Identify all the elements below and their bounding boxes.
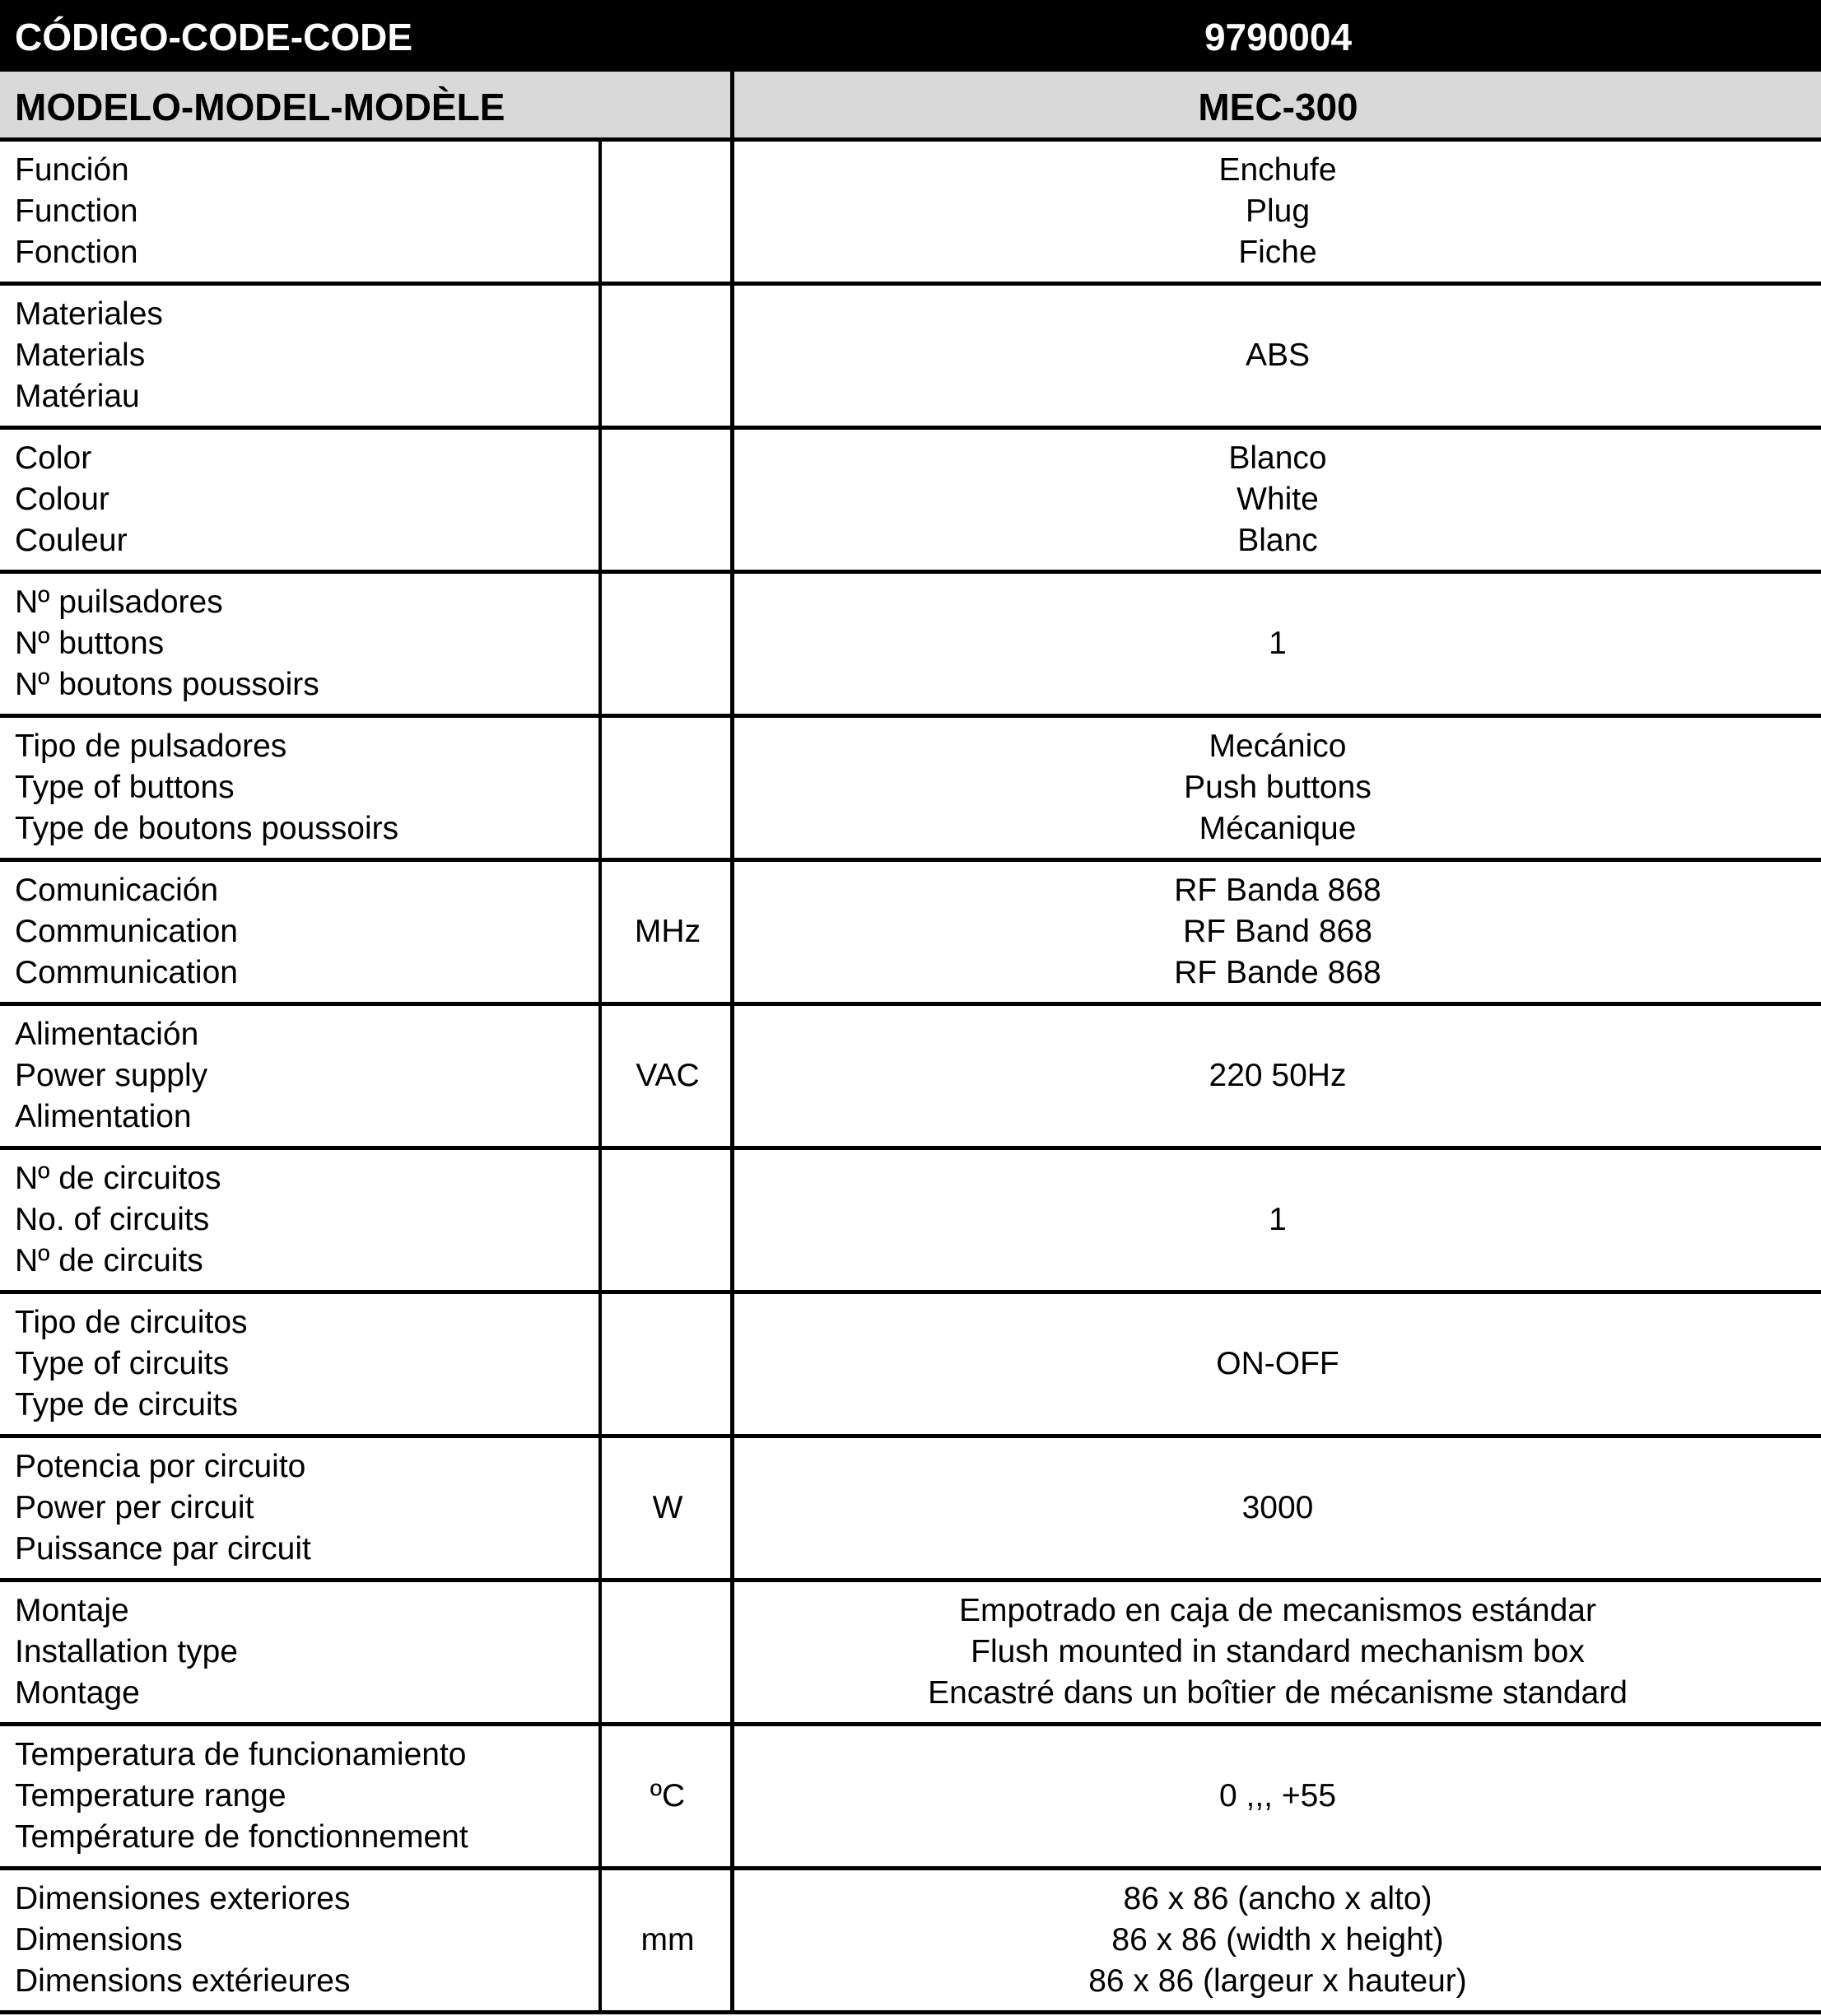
spec-label: Type de boutons poussoirs	[15, 811, 399, 846]
spec-label: Couleur	[15, 523, 128, 558]
spec-row	[0, 1150, 1821, 1294]
spec-value: RF Banda 868	[1174, 873, 1381, 908]
spec-label: Power per circuit	[15, 1490, 254, 1525]
spec-unit: MHz	[634, 914, 701, 949]
spec-row	[0, 862, 1821, 1006]
spec-row	[0, 1006, 1821, 1150]
spec-unit-cell	[605, 862, 734, 1002]
spec-value-cell	[734, 1294, 1821, 1434]
spec-label-cell	[0, 142, 602, 282]
spec-unit: W	[652, 1490, 683, 1525]
spec-label: Puissance par circuit	[15, 1531, 311, 1567]
spec-unit-cell	[605, 1870, 734, 2010]
spec-label: Materials	[15, 338, 146, 373]
spec-label-cell	[0, 1726, 602, 1866]
model-header-row	[0, 72, 1821, 142]
spec-unit: mm	[640, 1922, 695, 1958]
spec-label: Température de fonctionnement	[15, 1819, 468, 1855]
spec-label-cell	[0, 1294, 602, 1434]
spec-label: Dimensions	[15, 1922, 183, 1958]
spec-value-cell	[734, 1582, 1821, 1722]
spec-unit-cell	[605, 1438, 734, 1578]
spec-label-cell	[0, 718, 602, 858]
spec-label: Nº boutons poussoirs	[15, 667, 319, 702]
spec-label: Materiales	[15, 296, 163, 332]
spec-value: ABS	[1245, 338, 1311, 373]
spec-label: Nº buttons	[15, 626, 165, 661]
spec-label: Dimensions extérieures	[15, 1963, 351, 1999]
spec-value-cell	[734, 1150, 1821, 1290]
spec-label: Nº puilsadores	[15, 584, 223, 620]
spec-value: 0 ,,, +55	[1218, 1778, 1337, 1813]
spec-label-cell	[0, 1150, 602, 1290]
spec-value-cell	[734, 1726, 1821, 1866]
spec-label-cell	[0, 286, 602, 426]
spec-label: Type de circuits	[15, 1387, 238, 1422]
spec-label: Alimentation	[15, 1099, 192, 1134]
spec-unit-cell	[605, 718, 734, 858]
spec-unit-cell	[605, 1150, 734, 1290]
spec-value: 86 x 86 (width x height)	[1111, 1922, 1444, 1958]
spec-label: Función	[15, 152, 129, 188]
spec-row	[0, 574, 1821, 718]
spec-unit-cell	[605, 1294, 734, 1434]
spec-label: Communication	[15, 955, 238, 990]
spec-value: Encastré dans un boîtier de mécanisme standard	[928, 1675, 1628, 1711]
spec-value: Blanco	[1228, 440, 1327, 476]
spec-unit-cell	[605, 142, 734, 282]
spec-label: Tipo de pulsadores	[15, 729, 287, 764]
column-divider	[730, 72, 734, 137]
spec-value-cell	[734, 142, 1821, 282]
spec-value: RF Bande 868	[1174, 955, 1381, 990]
spec-value: Push buttons	[1184, 770, 1372, 805]
spec-label-cell	[0, 1870, 602, 2010]
spec-label: Fonction	[15, 235, 138, 270]
spec-unit-cell	[605, 1582, 734, 1722]
spec-unit-cell	[605, 574, 734, 714]
spec-label: Type of buttons	[15, 770, 235, 805]
spec-label: Nº de circuits	[15, 1243, 203, 1278]
spec-label-cell	[0, 574, 602, 714]
spec-row	[0, 718, 1821, 862]
spec-value: Enchufe	[1218, 152, 1337, 188]
spec-label: Montaje	[15, 1593, 129, 1628]
spec-row	[0, 142, 1821, 286]
spec-label: Communication	[15, 914, 238, 949]
spec-value: RF Band 868	[1183, 914, 1372, 949]
spec-label: Temperatura de funcionamiento	[15, 1737, 467, 1772]
spec-value-cell	[734, 286, 1821, 426]
spec-value: Mecánico	[1209, 729, 1347, 764]
spec-unit-cell	[605, 286, 734, 426]
spec-row	[0, 1870, 1821, 2014]
spec-label: Comunicación	[15, 873, 219, 908]
spec-value: Fiche	[1238, 235, 1317, 270]
spec-label: Temperature range	[15, 1778, 286, 1813]
spec-unit: VAC	[636, 1058, 700, 1093]
spec-value: Plug	[1245, 193, 1311, 229]
spec-row	[0, 1582, 1821, 1726]
spec-value-cell	[734, 1006, 1821, 1146]
spec-label: Type of circuits	[15, 1346, 230, 1381]
spec-value-cell	[734, 574, 1821, 714]
spec-label: Function	[15, 193, 138, 229]
spec-unit-cell	[605, 430, 734, 570]
spec-value-cell	[734, 862, 1821, 1002]
spec-value: 1	[1269, 1202, 1287, 1237]
model-value: MEC-300	[1198, 86, 1358, 128]
spec-label-cell	[0, 430, 602, 570]
spec-label: Potencia por circuito	[15, 1449, 306, 1484]
code-label: CÓDIGO-CODE-CODE	[15, 16, 412, 58]
spec-label: Installation type	[15, 1634, 239, 1669]
spec-label: Color	[15, 440, 92, 476]
spec-row	[0, 1438, 1821, 1582]
code-value: 9790004	[1204, 16, 1353, 58]
spec-value: Flush mounted in standard mechanism box	[971, 1634, 1585, 1669]
spec-value: Mécanique	[1199, 811, 1357, 846]
spec-label: Nº de circuitos	[15, 1161, 221, 1196]
spec-row	[0, 1294, 1821, 1438]
spec-value-cell	[734, 718, 1821, 858]
model-label: MODELO-MODEL-MODÈLE	[15, 86, 505, 128]
spec-value: 86 x 86 (ancho x alto)	[1123, 1881, 1432, 1916]
spec-value: Empotrado en caja de mecanismos estándar	[959, 1593, 1596, 1628]
spec-unit-cell	[605, 1006, 734, 1146]
spec-label: Dimensiones exteriores	[15, 1881, 351, 1916]
spec-label: Montage	[15, 1675, 140, 1711]
spec-value-cell	[734, 1870, 1821, 2010]
spec-value: 220 50Hz	[1209, 1058, 1347, 1093]
spec-value: ON-OFF	[1216, 1346, 1339, 1381]
spec-label-cell	[0, 1006, 602, 1146]
spec-value: Blanc	[1237, 523, 1318, 558]
spec-row	[0, 286, 1821, 430]
spec-value-cell	[734, 430, 1821, 570]
spec-label-cell	[0, 1582, 602, 1722]
spec-label: Colour	[15, 482, 109, 517]
spec-label: Power supply	[15, 1058, 208, 1093]
spec-label: Alimentación	[15, 1017, 199, 1052]
spec-unit: ºC	[650, 1778, 686, 1813]
spec-unit-cell	[605, 1726, 734, 1866]
spec-value: White	[1237, 482, 1319, 517]
spec-value-cell	[734, 1438, 1821, 1578]
spec-label-cell	[0, 862, 602, 1002]
code-header-row	[0, 0, 1821, 72]
spec-label: Matériau	[15, 379, 140, 414]
spec-value: 1	[1269, 626, 1287, 661]
spec-row	[0, 430, 1821, 574]
spec-table	[0, 142, 1821, 2014]
spec-value: 3000	[1241, 1490, 1314, 1525]
spec-label: Tipo de circuitos	[15, 1305, 248, 1340]
spec-row	[0, 1726, 1821, 1870]
spec-label: No. of circuits	[15, 1202, 210, 1237]
spec-value: 86 x 86 (largeur x hauteur)	[1088, 1963, 1467, 1999]
spec-label-cell	[0, 1438, 602, 1578]
